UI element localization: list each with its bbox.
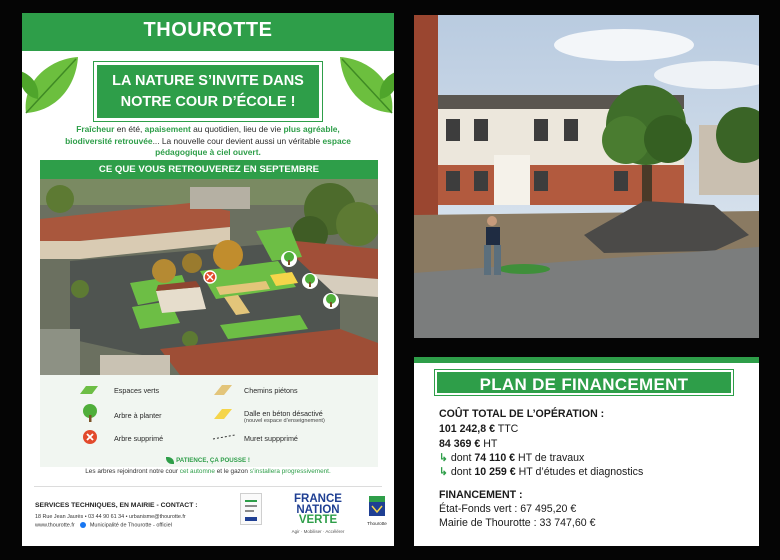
total-cost-ht: 84 369 € HT	[439, 438, 498, 450]
aerial-plan-image	[40, 179, 378, 375]
low-wall-dash-icon	[212, 433, 236, 441]
worksite-photo	[414, 15, 759, 338]
legend	[40, 375, 378, 467]
footer-divider	[34, 486, 382, 487]
crest-name: Thourotte	[367, 521, 387, 526]
funding-state: État-Fonds vert : 67 495,20 €	[439, 503, 577, 515]
rejoin-note: Les arbres rejoindront notre cour cet automne et le gazon s’installera progressivement.	[85, 468, 331, 475]
town-title: THOUROTTE	[143, 19, 273, 41]
funding-label: FINANCEMENT :	[439, 489, 523, 501]
concrete-slab-swatch-icon	[212, 407, 234, 421]
leaf-right-decoration	[322, 53, 394, 123]
contact-address: 18 Rue Jean Jaurès • 03 44 90 61 34 • urbanisme@thourotte.fr	[35, 514, 186, 520]
section-title-bar	[40, 160, 378, 179]
thourotte-crest-logo	[366, 494, 388, 528]
legend-green-spaces: Espaces verts	[114, 386, 160, 395]
label-logo	[240, 493, 262, 525]
finance-top-stripe	[414, 357, 759, 363]
poster	[22, 13, 394, 546]
headline	[97, 71, 319, 113]
france-nation-verte-logo: FRANCE NATION VERTE	[294, 493, 342, 526]
headline-box	[94, 62, 322, 121]
legend-concrete-slab-note: (nouvel espace d’enseignement)	[244, 418, 325, 424]
total-cost-ttc: 101 242,8 € TTC	[439, 423, 519, 435]
tree-to-plant-icon	[80, 403, 100, 423]
finance-title-box	[435, 370, 733, 395]
walkway-swatch-icon	[212, 383, 234, 397]
legend-tree-removed: Arbre supprimé	[114, 434, 164, 443]
poster-header-band	[22, 13, 394, 55]
headline-line-1: LA NATURE S’INVITE DANS	[112, 73, 304, 89]
services-contact-title: SERVICES TECHNIQUES, EN MAIRIE - CONTACT :	[35, 502, 198, 509]
tree-removed-icon	[82, 429, 98, 445]
section-title: CE QUE VOUS RETROUVEREZ EN SEPTEMBRE	[98, 164, 320, 175]
legend-concrete-slab: Dalle en béton désactivé	[244, 409, 323, 418]
headline-line-2: NOTRE COUR D’ÉCOLE !	[120, 94, 296, 110]
finance-panel	[414, 357, 759, 546]
france-nation-verte-tagline: Agir · Mobiliser · Accélérer	[291, 529, 345, 534]
patience-note: PATIENCE, ÇA POUSSE !	[22, 457, 394, 464]
arrow-icon: ↳	[439, 466, 448, 478]
website-link[interactable]: www.thourotte.fr	[35, 522, 75, 529]
legend-low-wall-removed: Muret suppprimé	[244, 434, 298, 443]
arrow-icon: ↳	[439, 452, 448, 464]
facebook-icon	[80, 522, 86, 528]
contact-web	[35, 522, 172, 528]
sprout-icon	[166, 457, 174, 464]
total-cost-label: COÛT TOTAL DE L’OPÉRATION :	[439, 408, 605, 420]
studies-cost: ↳ dont 10 259 € HT d’études et diagnostics	[439, 466, 644, 478]
leaf-left-decoration	[22, 53, 96, 123]
funding-mairie: Mairie de Thourotte : 33 747,60 €	[439, 517, 596, 529]
green-space-swatch-icon	[78, 384, 100, 396]
finance-title: PLAN DE FINANCEMENT	[479, 375, 689, 394]
intro-paragraph: Fraîcheur en été, apaisement au quotidien, lieu de vie plus agréable, biodiversité retrouvée... La nouvelle cour devient aussi un véritable espace pédagogique à ciel ouvert.	[65, 124, 351, 157]
facebook-page-link[interactable]: Municipalité de Thourotte - officiel	[89, 522, 172, 529]
legend-tree-to-plant: Arbre à planter	[114, 411, 162, 420]
works-cost: ↳ dont 74 110 € HT de travaux	[439, 452, 585, 464]
legend-walkways: Chemins piétons	[244, 386, 298, 395]
